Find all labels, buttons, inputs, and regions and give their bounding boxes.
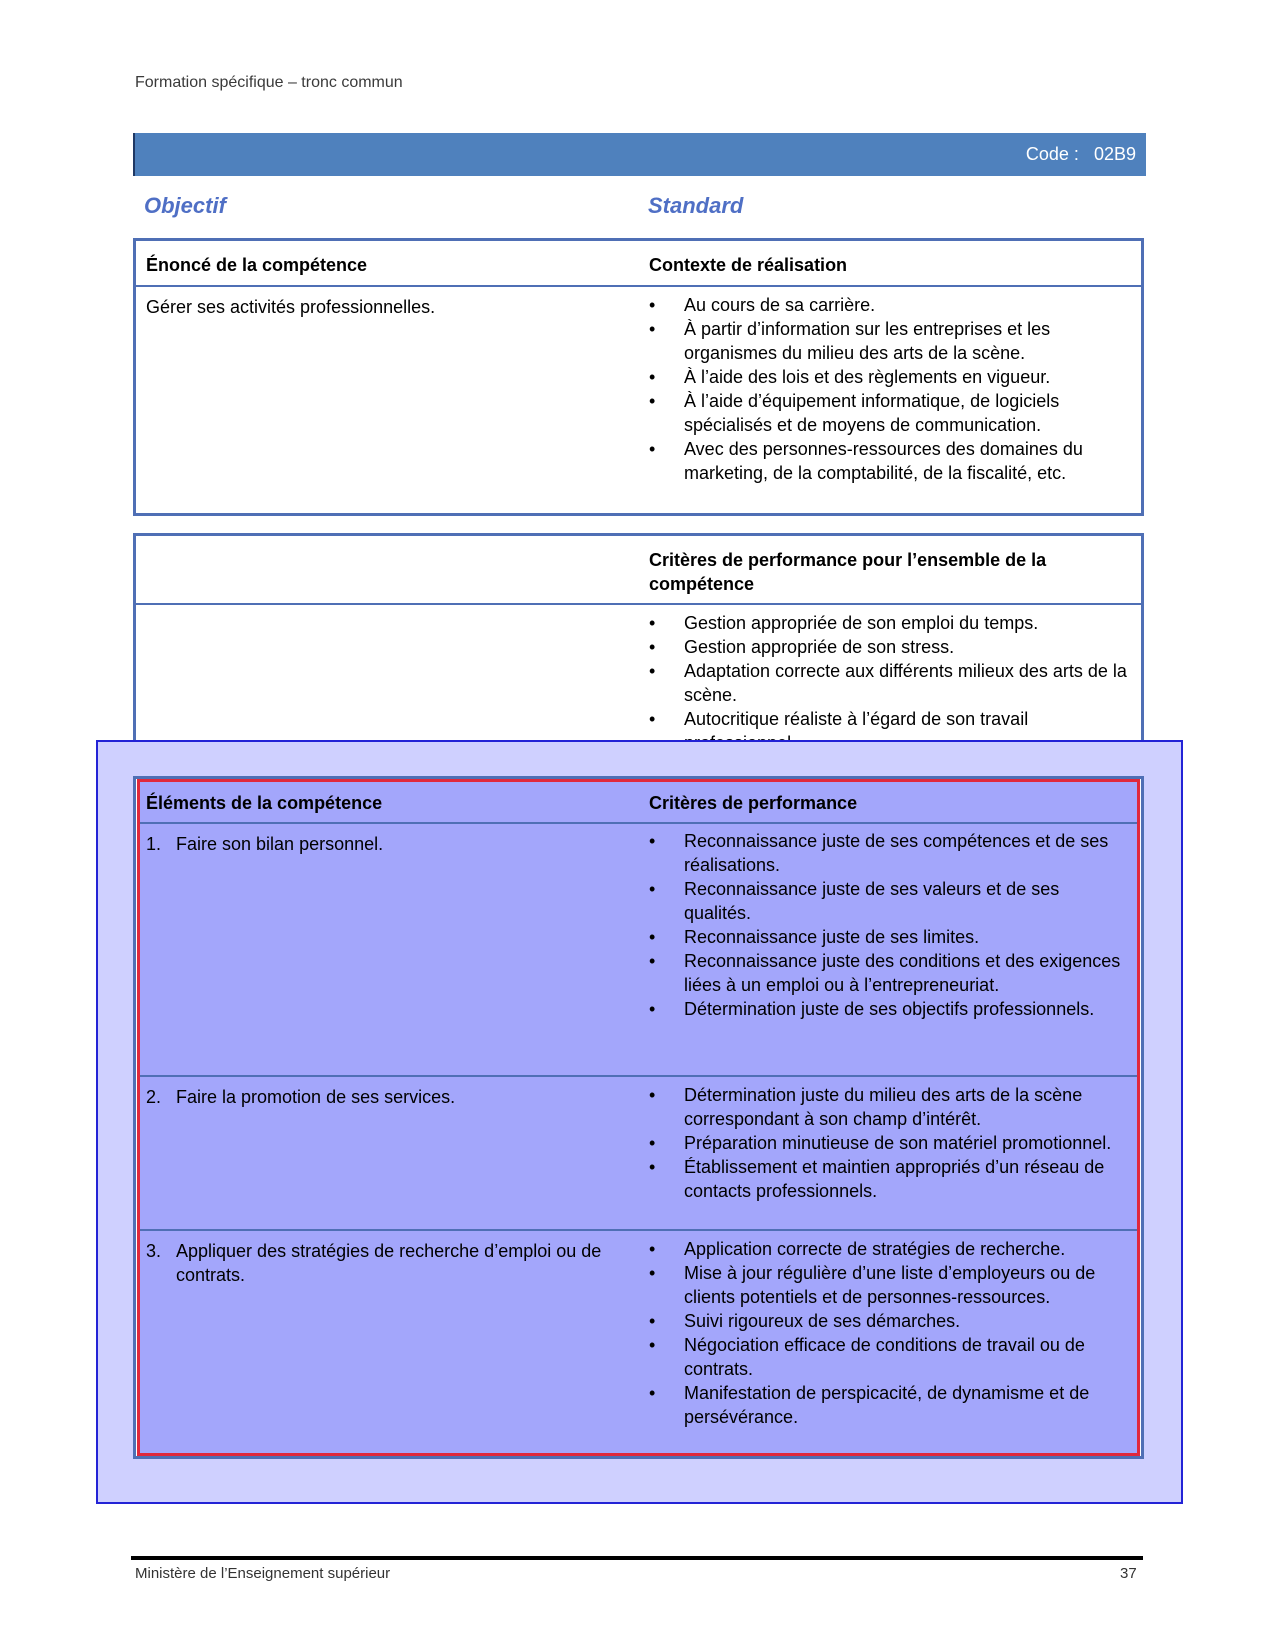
- row-divider: [140, 1229, 1137, 1231]
- list-item: • À l’aide d’équipement informatique, de logiciels spécialisés et de moyens de communication.: [649, 389, 1127, 437]
- competency-table: [133, 238, 1144, 516]
- col-header-overall-criteria: Critères de performance pour l’ensemble de la compétence: [649, 550, 1047, 594]
- list-item: • Adaptation correcte aux différents milieux des arts de la scène.: [649, 659, 1127, 707]
- competency-statement: Gérer ses activités professionnelles.: [146, 297, 436, 317]
- list-item: • Reconnaissance juste de ses limites.: [649, 925, 1127, 949]
- list-item: • Mise à jour régulière d’une liste d’employeurs ou de clients potentiels et de personnes-ressources.: [649, 1261, 1127, 1309]
- code-bar: [133, 133, 1146, 176]
- list-item: • Avec des personnes-ressources des domaines du marketing, de la comptabilité, de la fiscalité, etc.: [649, 437, 1127, 485]
- col-header-elements: Éléments de la compétence: [146, 793, 383, 813]
- element-2-criteria: [649, 1083, 1127, 1203]
- list-item: • Suivi rigoureux de ses démarches.: [649, 1309, 1127, 1333]
- element-1-criteria: [649, 829, 1127, 1021]
- page-number: 37: [1120, 1565, 1137, 1582]
- list-item: • Reconnaissance juste de ses valeurs et de ses qualités.: [649, 877, 1127, 925]
- list-item: • À partir d’information sur les entreprises et les organismes du milieu des arts de la scène.: [649, 317, 1127, 365]
- list-item: • Préparation minutieuse de son matériel promotionnel.: [649, 1131, 1127, 1155]
- list-item: • Reconnaissance juste des conditions et des exigences liées à un emploi ou à l’entrepreneuriat.: [649, 949, 1127, 997]
- element-2: 2. Faire la promotion de ses services.: [146, 1087, 456, 1107]
- overall-criteria-table: [133, 533, 1144, 760]
- row-divider: [140, 822, 1137, 824]
- code-label: Code : 02B9: [1025, 144, 1136, 164]
- element-1: 1. Faire son bilan personnel.: [146, 834, 384, 854]
- list-item: • Au cours de sa carrière.: [649, 293, 1127, 317]
- element-3: 3. Appliquer des stratégies de recherche d’emploi ou de contrats.: [146, 1241, 602, 1285]
- list-item: • Négociation efficace de conditions de travail ou de contrats.: [649, 1333, 1127, 1381]
- section-title-standard: Standard: [648, 193, 744, 218]
- section-title-objective: Objectif: [144, 193, 226, 218]
- col-header-statement: Énoncé de la compétence: [146, 255, 368, 275]
- row-divider: [140, 1075, 1137, 1077]
- list-item: • Gestion appropriée de son stress.: [649, 635, 1127, 659]
- list-item: • Détermination juste du milieu des arts de la scène correspondant à son champ d’intérêt.: [649, 1083, 1127, 1131]
- row-divider: [136, 285, 1141, 287]
- col-header-criteria: Critères de performance: [649, 793, 858, 813]
- list-item: • Application correcte de stratégies de recherche.: [649, 1237, 1127, 1261]
- elements-table: [137, 779, 1140, 1456]
- list-item: • Reconnaissance juste de ses compétences et de ses réalisations.: [649, 829, 1127, 877]
- col-header-context: Contexte de réalisation: [649, 255, 848, 275]
- element-3-criteria: [649, 1237, 1127, 1429]
- footer-publisher: Ministère de l’Enseignement supérieur: [135, 1565, 391, 1582]
- list-item: • Détermination juste de ses objectifs professionnels.: [649, 997, 1127, 1021]
- list-item: • Établissement et maintien appropriés d’un réseau de contacts professionnels.: [649, 1155, 1127, 1203]
- footer-rule: [131, 1556, 1143, 1560]
- row-divider: [136, 603, 1141, 605]
- list-item: • Manifestation de perspicacité, de dynamisme et de persévérance.: [649, 1381, 1127, 1429]
- overall-criteria-list: [649, 611, 1127, 755]
- list-item: • Autocritique réaliste à l’égard de son travail: [649, 707, 1127, 755]
- list-item: • À l’aide des lois et des règlements en vigueur.: [649, 365, 1127, 389]
- running-header: Formation spécifique – tronc commun: [135, 74, 403, 91]
- code-value: 02B9: [1093, 144, 1136, 164]
- list-item: • Gestion appropriée de son emploi du temps.: [649, 611, 1127, 635]
- context-list: [649, 293, 1127, 485]
